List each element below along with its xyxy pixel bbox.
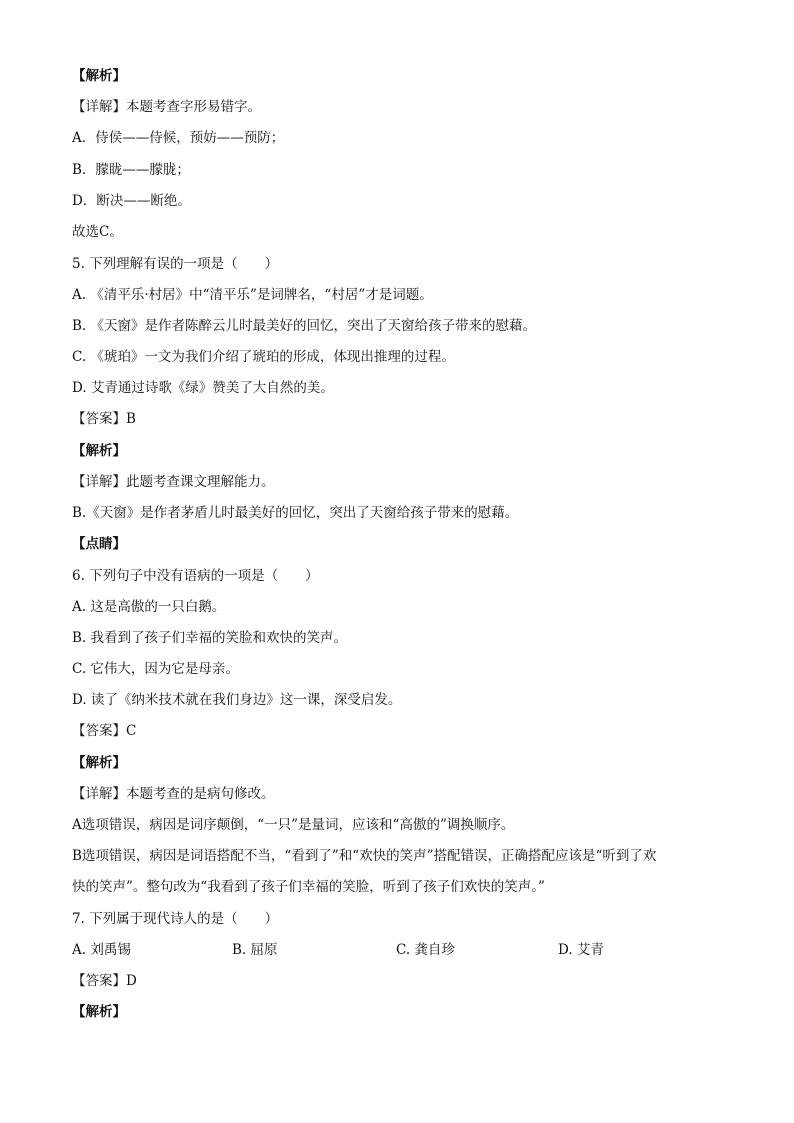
answer-line: B．朦眬——朦胧； [72,162,190,178]
q7-option-a: A. 刘禹锡 [72,942,131,958]
q5-option-a: A. 《清平乐·村居》中“清平乐”是词牌名，“村居”才是词题。 [72,287,433,303]
q7-option-b: B. 屈原 [232,942,278,958]
section-heading-analysis: 【解析】 [72,443,126,459]
answer-line: D．断决——断绝。 [72,193,191,209]
explanation-line: B选项错误，病因是词语搭配不当，“看到了”和“欢快的笑声”搭配错误，正确搭配应该是“听到了欢 [72,848,657,864]
q5-option-b: B. 《天窗》是作者陈醉云儿时最美好的回忆，突出了天窗给孩子带来的慰藉。 [72,318,537,334]
q7-option-d: D. 艾青 [558,942,604,958]
question-5: 5. 下列理解有误的一项是（ ） [72,256,279,272]
q6-option-a: A. 这是高傲的一只白鹅。 [72,599,226,615]
explanation-line: A选项错误，病因是词序颠倒，“一只”是量词，应该和“高傲的”调换顺序。 [72,817,515,833]
q7-answer: 【答案】D [72,973,137,989]
section-heading-analysis: 【解析】 [72,1004,126,1020]
section-heading-analysis: 【解析】 [72,68,126,84]
q6-option-b: B. 我看到了孩子们幸福的笑脸和欢快的笑声。 [72,630,348,646]
explanation-line: B.《天窗》是作者茅盾儿时最美好的回忆，突出了天窗给孩子带来的慰藉。 [72,505,519,521]
question-7: 7. 下列属于现代诗人的是（ ） [72,911,279,927]
section-heading-notes: 【点睛】 [72,536,126,552]
q6-option-c: C. 它伟大，因为它是母亲。 [72,661,239,677]
q5-option-d: D. 艾青通过诗歌《绿》赞美了大自然的美。 [72,380,334,396]
detail-text: 【详解】本题考查字形易错字。 [72,99,261,115]
q6-answer: 【答案】C [72,723,137,739]
detail-text: 【详解】本题考查的是病句修改。 [72,786,275,802]
section-heading-analysis: 【解析】 [72,755,126,771]
detail-text: 【详解】此题考查课文理解能力。 [72,474,275,490]
q5-answer: 【答案】B [72,411,136,427]
q7-option-c: C. 龚自珍 [396,942,455,958]
q5-option-c: C. 《琥珀》一文为我们介绍了琥珀的形成，体现出推理的过程。 [72,349,455,365]
conclusion-line: 故选C。 [72,224,123,240]
explanation-line: 快的笑声”。整句改为“我看到了孩子们幸福的笑脸，听到了孩子们欢快的笑声。” [72,879,545,895]
q6-option-d: D. 读了《纳米技术就在我们身边》这一课，深受启发。 [72,692,402,708]
answer-line: A．侍侯——侍候，预妨——预防； [72,130,285,146]
question-6: 6. 下列句子中没有语病的一项是（ ） [72,568,319,584]
